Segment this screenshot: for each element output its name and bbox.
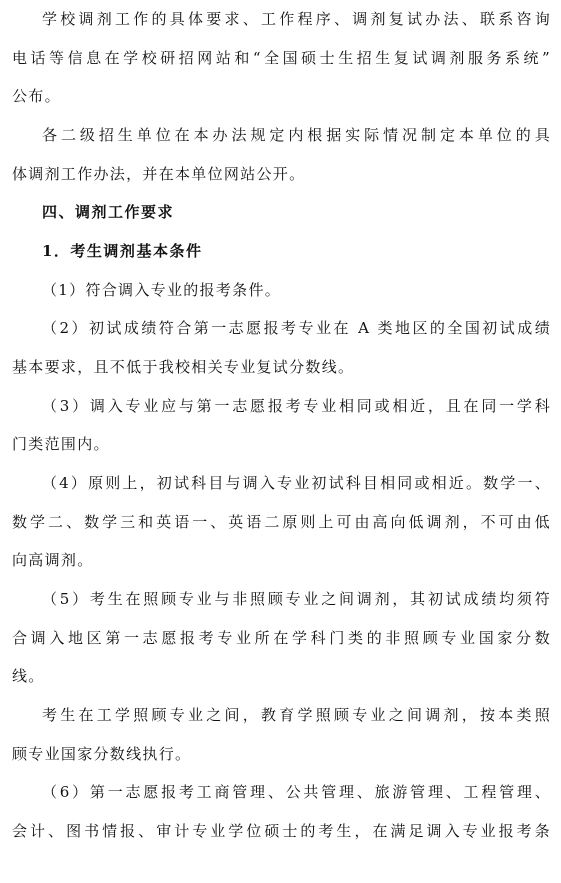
paragraph-line: （5）考生在照顾专业与非照顾专业之间调剂，其初试成绩均须符	[42, 590, 551, 608]
paragraph-line: 向高调剂。	[12, 551, 94, 569]
section-heading: 四、调剂工作要求	[42, 203, 175, 221]
paragraph-line: 体调剂工作办法，并在本单位网站公开。	[12, 165, 306, 183]
paragraph-line: （6）第一志愿报考工商管理、公共管理、旅游管理、工程管理、	[42, 783, 551, 801]
paragraph-line: 门类范围内。	[12, 435, 110, 453]
paragraph-line: （4）原则上，初试科目与调入专业初试科目相同或相近。数学一、	[42, 474, 551, 492]
paragraph-line: （1）符合调入专业的报考条件。	[42, 281, 282, 299]
paragraph-line: 合调入地区第一志愿报考专业所在学科门类的非照顾专业国家分数	[12, 629, 551, 647]
paragraph-line: 会计、图书情报、审计专业学位硕士的考生，在满足调入专业报考条	[12, 822, 551, 840]
paragraph-line: 基本要求，且不低于我校相关专业复试分数线。	[12, 358, 355, 376]
paragraph-line: 电话等信息在学校研招网站和“全国硕士生招生复试调剂服务系统”	[12, 49, 551, 67]
paragraph-line: 线。	[12, 667, 45, 685]
paragraph-line: （3）调入专业应与第一志愿报考专业相同或相近，且在同一学科	[42, 397, 551, 415]
paragraph-line: 公布。	[12, 87, 61, 105]
subsection-heading: 1．考生调剂基本条件	[42, 242, 203, 260]
paragraph-line: 学校调剂工作的具体要求、工作程序、调剂复试办法、联系咨询	[42, 10, 551, 28]
paragraph-line: 顾专业国家分数线执行。	[12, 745, 192, 763]
paragraph-line: 各二级招生单位在本办法规定内根据实际情况制定本单位的具	[42, 126, 551, 144]
paragraph-line: 数学二、数学三和英语一、英语二原则上可由高向低调剂，不可由低	[12, 513, 551, 531]
paragraph-line: 考生在工学照顾专业之间，教育学照顾专业之间调剂，按本类照	[42, 706, 551, 724]
paragraph-line: （2）初试成绩符合第一志愿报考专业在 A 类地区的全国初试成绩	[42, 319, 551, 337]
